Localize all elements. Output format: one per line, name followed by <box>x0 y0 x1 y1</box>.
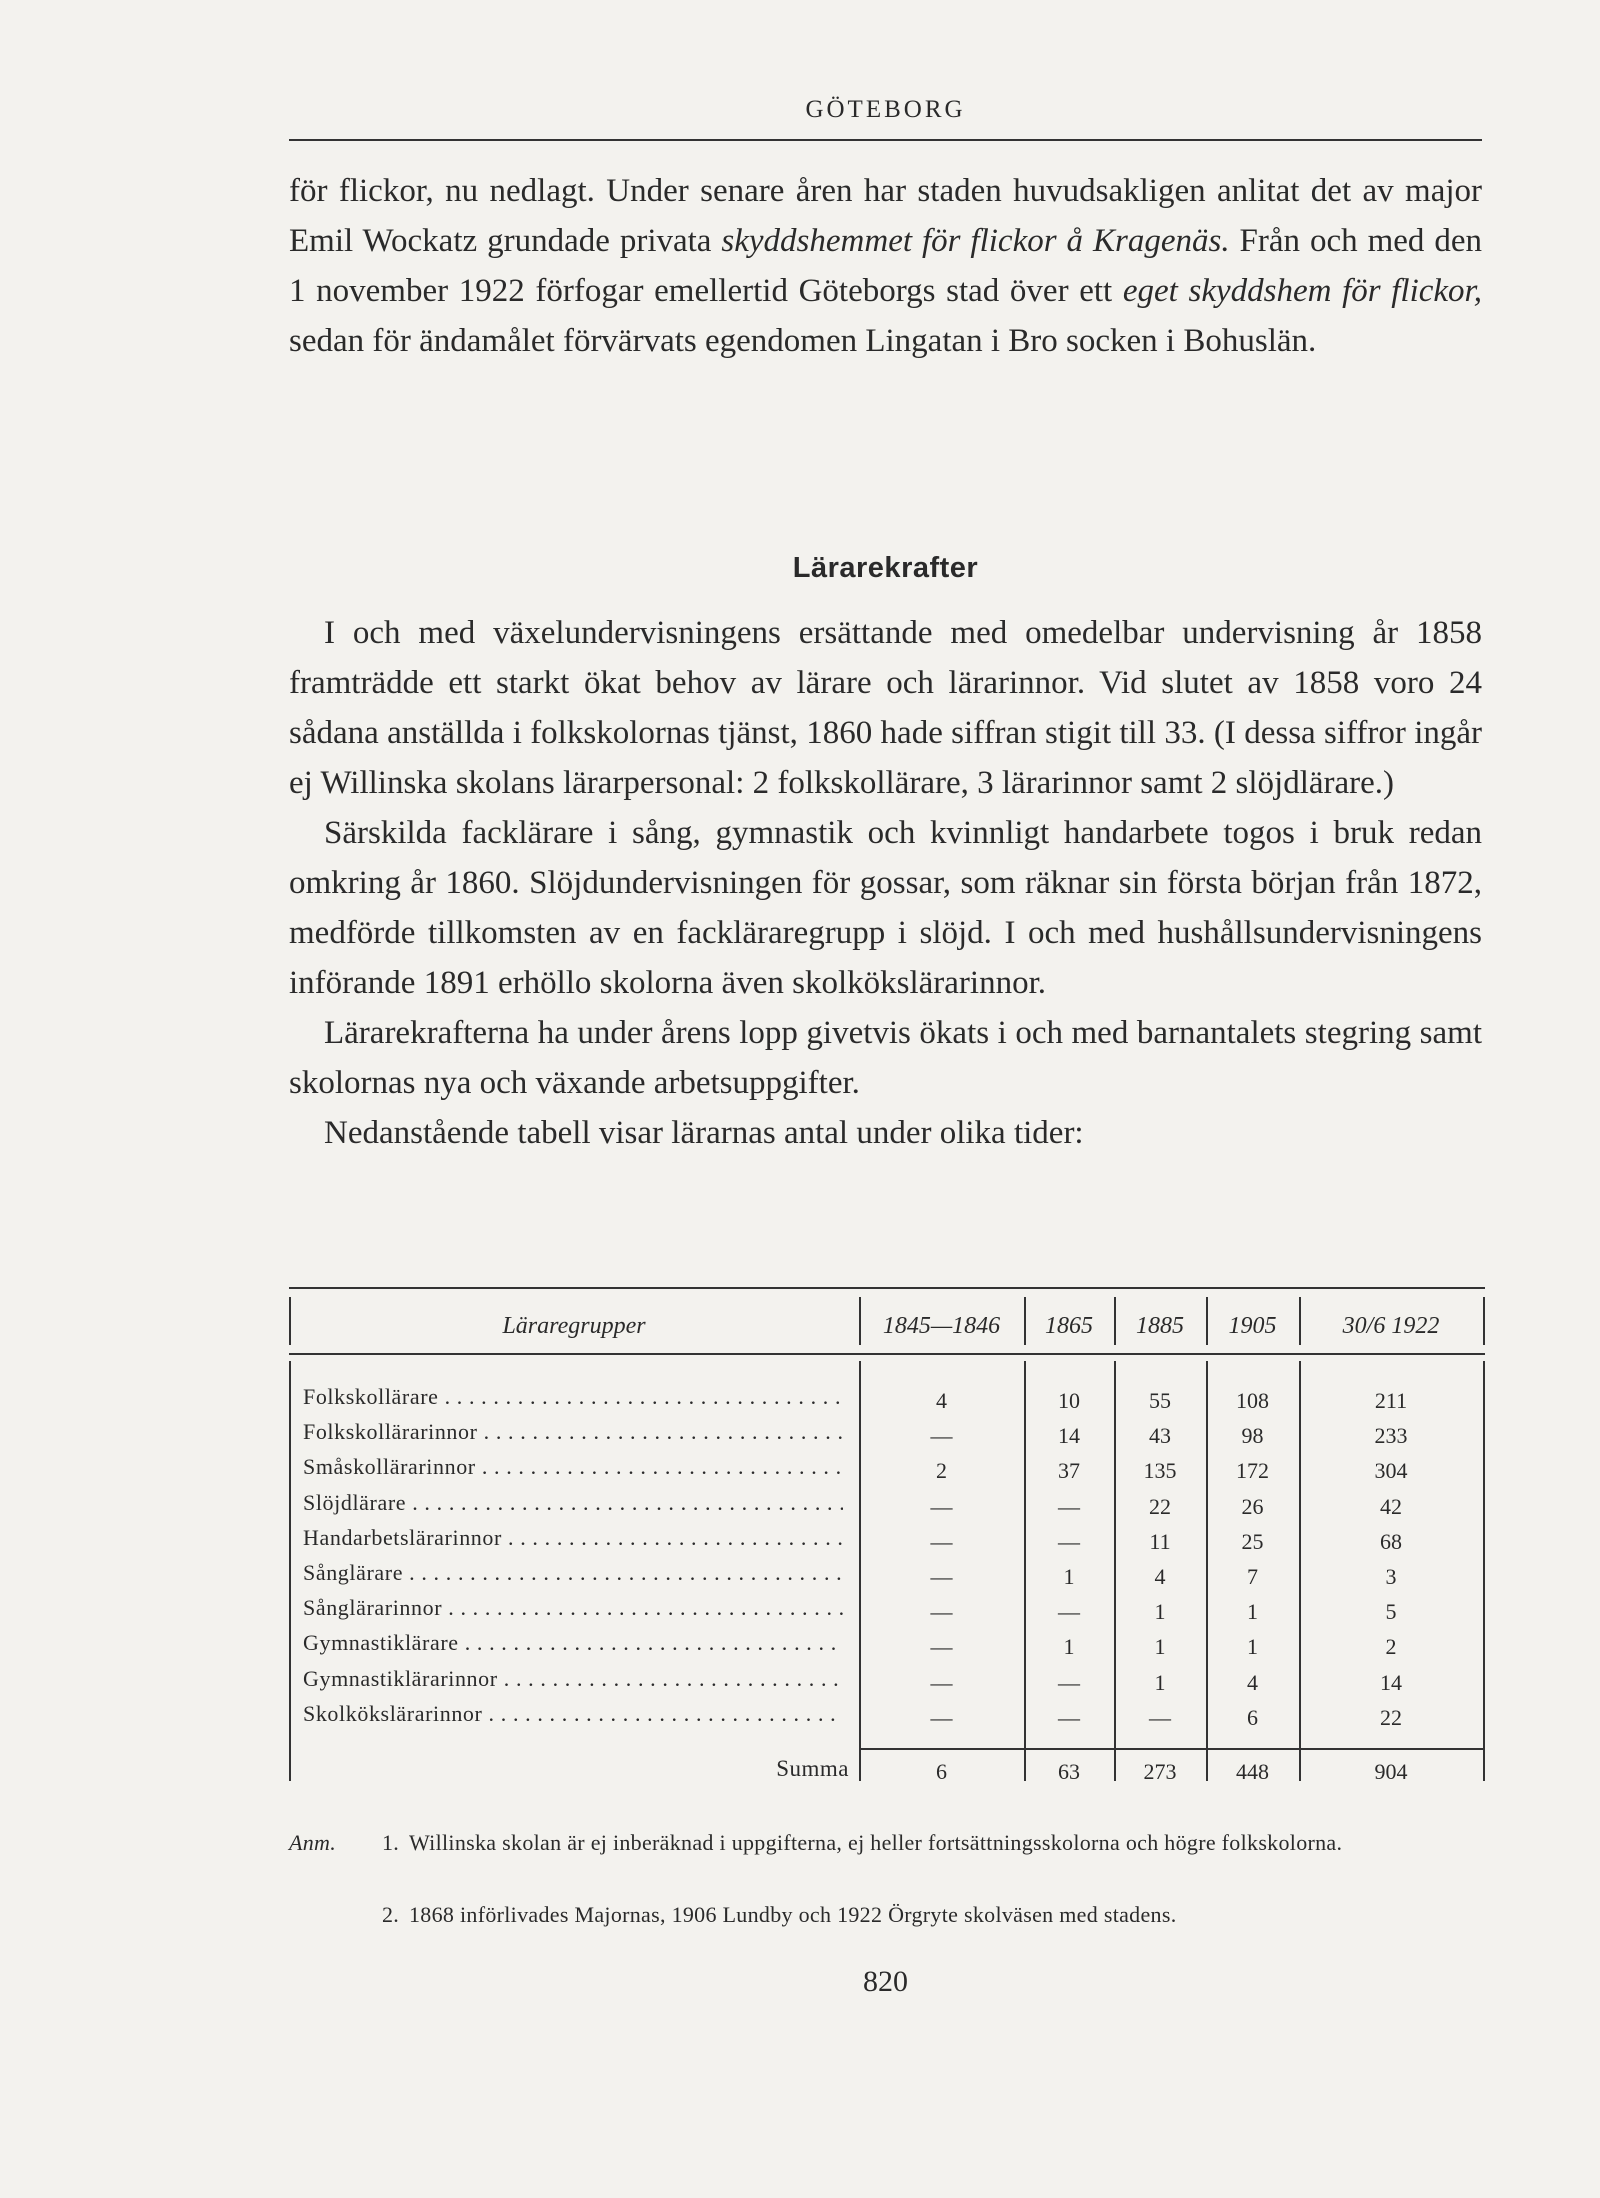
table-row-label: Folkskollärare . . . <box>303 1382 843 1412</box>
table-header-year: 1885 <box>1136 1313 1184 1339</box>
page-number: 820 <box>863 1965 908 1998</box>
table-column-rule <box>1299 1297 1301 1345</box>
running-head: GÖTEBORG <box>805 96 966 123</box>
table-cell: — <box>930 1423 953 1449</box>
table-cell: 1 <box>1154 1599 1166 1625</box>
paragraph: Särskilda facklärare i sång, gymnastik och kvinnligt handarbete togos i bruk redan omkring år 1860. Slöjdundervisningen för gossar, som räknar sin första början från 1872, medförde tillkomsten av en fackläraregrupp i slöjd. I och med hushållsundervisningens införande 1891 erhöllo skolorna även skolkökslärarinnor. <box>289 815 1482 1001</box>
notes-label: Anm. <box>289 1830 337 1855</box>
intro-text-b: Från och med den 1 november 1922 förfogar emellertid Göteborgs stad över ett <box>289 223 1482 309</box>
table-cell: 3 <box>1385 1564 1397 1589</box>
table-cell: 68 <box>1380 1528 1402 1554</box>
table-row-label: Sånglärarinnor . . . <box>303 1593 843 1623</box>
note-number: 1. <box>382 1830 400 1855</box>
table-header-year: 1865 <box>1045 1313 1093 1339</box>
summa-cell: 6 <box>936 1759 947 1784</box>
table-sum-rule <box>859 1748 1485 1750</box>
table-cell: — <box>1058 1493 1080 1519</box>
table-cell: — <box>1058 1669 1080 1695</box>
table-cell: 10 <box>1058 1388 1080 1413</box>
table-cell: 211 <box>1374 1388 1408 1413</box>
table-cell: — <box>1058 1528 1080 1554</box>
table-cell: — <box>930 1704 953 1730</box>
table-header-group: Läraregrupper <box>502 1313 646 1339</box>
table-cell: — <box>930 1564 953 1589</box>
table-cell: — <box>930 1634 953 1660</box>
table-cell: 1 <box>1247 1634 1258 1660</box>
table-cell: 4 <box>936 1388 947 1413</box>
table-column-rule <box>1024 1297 1026 1345</box>
summa-label: Summa <box>776 1756 849 1781</box>
table-cell: — <box>1058 1704 1080 1730</box>
table-cell: 1 <box>1154 1669 1166 1695</box>
table-column-rule <box>1114 1297 1116 1345</box>
intro-text <box>289 166 1482 366</box>
summa-cell: 904 <box>1374 1759 1408 1784</box>
table-row-label: Gymnastiklärare . . . <box>303 1628 843 1658</box>
table-cell: — <box>1149 1704 1171 1730</box>
table-cell: 1 <box>1063 1634 1075 1660</box>
table-column-rule <box>1206 1297 1208 1345</box>
note-text: 1868 införlivades Majornas, 1906 Lundby och 1922 Örgryte skolväsen med stadens. <box>409 1902 1177 1927</box>
note-text: Willinska skolan är ej inberäknad i uppgifterna, ej heller fortsättningsskolorna och högre folkskolorna. <box>409 1830 1343 1855</box>
section-title: Lärarekrafter <box>792 552 979 584</box>
table-cell: 5 <box>1385 1599 1397 1625</box>
table-cell: 2 <box>936 1458 947 1484</box>
table-cell: 55 <box>1149 1388 1171 1413</box>
intro-text-c: sedan för ändamålet förvärvats egendomen Lingatan i Bro socken i Bohuslän. <box>289 323 1317 359</box>
table-top-rule <box>289 1287 1485 1289</box>
summa-cell: 273 <box>1143 1759 1177 1784</box>
table-cell: 98 <box>1241 1423 1264 1449</box>
table-cell: 26 <box>1241 1493 1264 1519</box>
table-header-year: 1845—1846 <box>882 1313 1001 1339</box>
intro-emphasis-2: eget skyddshem för flickor, <box>1122 273 1482 309</box>
table-row-label: Skolkökslärarinnor . . . <box>303 1699 843 1729</box>
table-cell: 2 <box>1385 1634 1397 1660</box>
table-cell: 1 <box>1154 1634 1166 1660</box>
table-border-right <box>1483 1361 1485 1781</box>
table-header-year: 30/6 1922 <box>1342 1313 1440 1339</box>
table-row-label: Gymnastiklärarinnor . . . <box>303 1664 843 1694</box>
intro-text-a: för flickor, nu nedlagt. Under senare åren har staden huvudsakligen anlitat det av major Emil Wockatz grundade privata <box>289 173 1482 259</box>
table-row-label: Folkskollärarinnor . . . <box>303 1417 843 1447</box>
paragraph: Lärarekrafterna ha under årens lopp givetvis ökats i och med barnantalets stegring samt skolornas nya och växande arbetsuppgifter. <box>289 1015 1482 1101</box>
table-cell: — <box>930 1599 953 1625</box>
head-rule <box>289 139 1482 141</box>
table-border-left <box>289 1361 291 1781</box>
table-cell: — <box>1058 1599 1080 1625</box>
note-number: 2. <box>382 1902 400 1927</box>
table-border-right-top <box>1483 1297 1485 1345</box>
table-cell: 22 <box>1380 1704 1402 1730</box>
table-cell: 304 <box>1374 1458 1408 1484</box>
table-row-label: Småskollärarinnor . . . <box>303 1452 843 1482</box>
table-cell: 6 <box>1247 1704 1258 1730</box>
table-cell: 22 <box>1149 1493 1171 1519</box>
table-cell: — <box>930 1669 953 1695</box>
table-cell: 4 <box>1154 1564 1166 1589</box>
table-cell: 1 <box>1247 1599 1258 1625</box>
teachers-table <box>289 1287 1485 1787</box>
paragraph: I och med växelundervisningens ersättande med omedelbar undervisning år 1858 framträdde ett starkt ökat behov av lärare och lärarinnor. Vid slutet av 1858 voro 24 sådana anställda i folkskolornas tjänst, 1860 hade siffran stigit till 33. (I dessa siffror ingår ej Willinska skolans lärarpersonal: 2 folkskollärare, 3 lärarinnor samt 2 slöjdlärare.) <box>289 615 1482 801</box>
table-cell: — <box>930 1528 953 1554</box>
table-cell: 43 <box>1149 1423 1171 1449</box>
table-cell: 37 <box>1058 1458 1080 1484</box>
table-cell: 25 <box>1241 1528 1264 1554</box>
table-cell: 14 <box>1058 1423 1080 1449</box>
table-cell: 172 <box>1236 1458 1269 1484</box>
paragraph: Nedanstående tabell visar lärarnas antal under olika tider: <box>324 1115 1084 1151</box>
table-row-label: Slöjdlärare . . . <box>303 1488 843 1518</box>
table-cell: 1 <box>1063 1564 1075 1589</box>
summa-cell: 63 <box>1058 1759 1080 1784</box>
table-cell: 14 <box>1380 1669 1402 1695</box>
table-column-rule <box>859 1297 861 1345</box>
table-cell: 135 <box>1143 1458 1177 1484</box>
table-cell: 108 <box>1236 1388 1269 1413</box>
table-cell: — <box>930 1493 953 1519</box>
table-cell: 42 <box>1380 1493 1402 1519</box>
table-cell: 4 <box>1247 1669 1258 1695</box>
table-cell: 233 <box>1374 1423 1408 1449</box>
intro-emphasis-1: skyddshemmet för flickor å Kragenäs. <box>721 223 1230 259</box>
table-cell: 11 <box>1149 1528 1171 1554</box>
table-row-label: Handarbetslärarinnor . . . <box>303 1523 843 1553</box>
table-row-label: Sånglärare . . . <box>303 1558 843 1588</box>
body-text <box>289 608 1482 1158</box>
summa-cell: 448 <box>1236 1759 1269 1784</box>
intro-paragraph <box>289 166 1482 366</box>
table-header-rule <box>289 1353 1485 1355</box>
table-header-year: 1905 <box>1228 1313 1277 1339</box>
table-cell: 7 <box>1247 1564 1258 1589</box>
